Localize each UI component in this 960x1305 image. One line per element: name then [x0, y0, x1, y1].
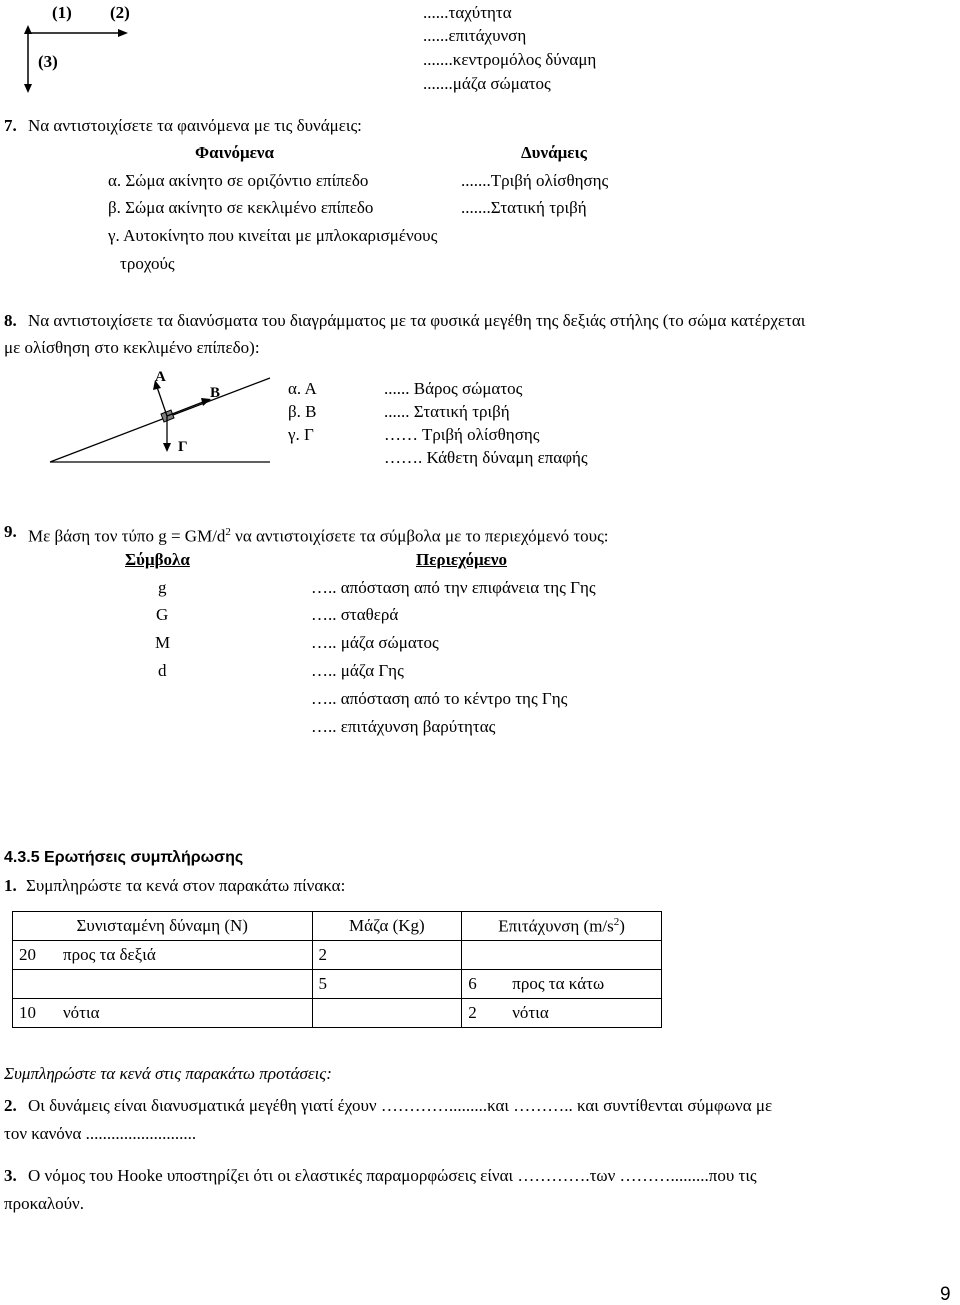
- option-4: .......μάζα σώματος: [423, 74, 551, 93]
- vector-b-label: Β: [210, 385, 221, 401]
- q8-right-item-1: ...... Βάρος σώματος: [384, 379, 523, 398]
- q2-number: 2.: [4, 1096, 17, 1115]
- vector-g-label: Γ: [178, 439, 188, 455]
- option-2: ......επιτάχυνση: [423, 26, 527, 45]
- q8-right-item-3: …… Τριβή ολίσθησης: [384, 425, 540, 444]
- cell-force[interactable]: 20 προς τα δεξιά: [13, 941, 313, 970]
- q8-right-item-2: ...... Στατική τριβή: [384, 402, 510, 421]
- q7-prompt: Να αντιστοιχίσετε τα φαινόμενα με τις δυνάμεις:: [28, 116, 362, 135]
- q2-line1: Οι δυνάμεις είναι διανυσματικά μεγέθη γιατί έχουν ………….........και ……….. και συντίθενται σύμφωνα με: [28, 1096, 773, 1115]
- q9-content-2: ….. σταθερά: [311, 605, 399, 624]
- q7-left-item-c-cont: τροχούς: [120, 254, 175, 273]
- q9-content-6: ….. επιτάχυνση βαρύτητας: [311, 717, 496, 736]
- q9-content-1: ….. απόσταση από την επιφάνεια της Γης: [311, 578, 596, 597]
- q9-symbol-M: M: [155, 633, 171, 652]
- cell-mass[interactable]: 5: [312, 970, 462, 999]
- cell-force[interactable]: 10 νότια: [13, 999, 313, 1028]
- cell-accel[interactable]: 6 προς τα κάτω: [462, 970, 662, 999]
- label-1: (1): [52, 3, 72, 22]
- table-row: [13, 941, 662, 970]
- q9-symbol-d: d: [158, 661, 167, 680]
- q1-prompt: Συμπληρώστε τα κενά στον παρακάτω πίνακα:: [26, 876, 346, 895]
- q9-left-header: Σύμβολα: [125, 550, 190, 569]
- q8-right-item-4: ……. Κάθετη δύναμη επαφής: [384, 448, 588, 467]
- option-1: ......ταχύτητα: [423, 3, 512, 22]
- q8-left-item-c: γ. Γ: [288, 425, 314, 444]
- header-force: Συνισταμένη δύναμη (Ν): [13, 912, 313, 941]
- table-header-row: [13, 912, 662, 941]
- table-row: [13, 999, 662, 1028]
- q7-right-header: Δυνάμεις: [521, 143, 587, 162]
- q9-symbol-G: G: [156, 605, 169, 624]
- cell-accel[interactable]: [462, 941, 662, 970]
- fill-table: [12, 911, 662, 1028]
- header-mass: Μάζα (Kg): [312, 912, 462, 941]
- section-heading: 4.3.5 Ερωτήσεις συμπλήρωσης: [4, 849, 244, 866]
- q7-left-item-c: γ. Αυτοκίνητο που κινείται με μπλοκαρισμένους: [108, 226, 438, 245]
- q7-right-item-1: .......Τριβή ολίσθησης: [461, 171, 609, 190]
- q2-line2: τον κανόνα ..........................: [4, 1124, 197, 1143]
- header-accel: Επιτάχυνση $(m/s^2)$: [462, 912, 662, 941]
- fill-instruction: Συμπληρώστε τα κενά στις παρακάτω προτάσεις:: [4, 1064, 332, 1083]
- page-number: 9: [940, 1284, 951, 1305]
- cell-mass[interactable]: [312, 999, 462, 1028]
- q7-right-item-2: .......Στατική τριβή: [461, 198, 587, 217]
- q9-number: 9.: [4, 522, 17, 541]
- q1-number: 1.: [4, 876, 17, 895]
- q8-prompt-line1: Να αντιστοιχίσετε τα διανύσματα του διαγράμματος με τα φυσικά μεγέθη της δεξιάς στήλης (το σώμα κατέρχεται: [28, 311, 806, 330]
- q9-content-3: ….. μάζα σώματος: [311, 633, 439, 652]
- vector-a-label: Α: [155, 369, 166, 385]
- q9-right-header: Περιεχόμενο: [416, 550, 507, 569]
- q9-content-5: ….. απόσταση από το κέντρο της Γης: [311, 689, 568, 708]
- q8-left-item-a: α. Α: [288, 379, 317, 398]
- q9-content-4: ….. μάζα Γης: [311, 661, 404, 680]
- q7-left-header: Φαινόμενα: [195, 143, 274, 162]
- cell-force[interactable]: [13, 970, 313, 999]
- q8-prompt-line2: με ολίσθηση στο κεκλιμένο επίπεδο):: [4, 338, 260, 357]
- q7-number: 7.: [4, 116, 17, 135]
- q3-line1: Ο νόμος του Hooke υποστηρίζει ότι οι ελαστικές παραμορφώσεις είναι ………….των ……….........που τις: [28, 1166, 757, 1185]
- q3-number: 3.: [4, 1166, 17, 1185]
- q7-left-item-a: α. Σώμα ακίνητο σε οριζόντιο επίπεδο: [108, 171, 369, 190]
- label-3: (3): [38, 52, 58, 71]
- table-row: [13, 970, 662, 999]
- cell-mass[interactable]: 2: [312, 941, 462, 970]
- q7-left-item-b: β. Σώμα ακίνητο σε κεκλιμένο επίπεδο: [108, 198, 374, 217]
- option-3: .......κεντρομόλος δύναμη: [423, 50, 597, 69]
- q9-symbol-g: g: [158, 578, 167, 597]
- q9-prompt: Με βάση τον τύπο $g = GM/d^2$ να αντιστοιχίσετε τα σύμβολα με το περιεχόμενό τους:: [28, 526, 609, 546]
- q3-line2: προκαλούν.: [4, 1194, 84, 1213]
- label-2: (2): [110, 3, 130, 22]
- cell-accel[interactable]: 2 νότια: [462, 999, 662, 1028]
- q8-left-item-b: β. Β: [288, 402, 317, 421]
- q8-number: 8.: [4, 311, 17, 330]
- arrow-diagram: [0, 0, 200, 100]
